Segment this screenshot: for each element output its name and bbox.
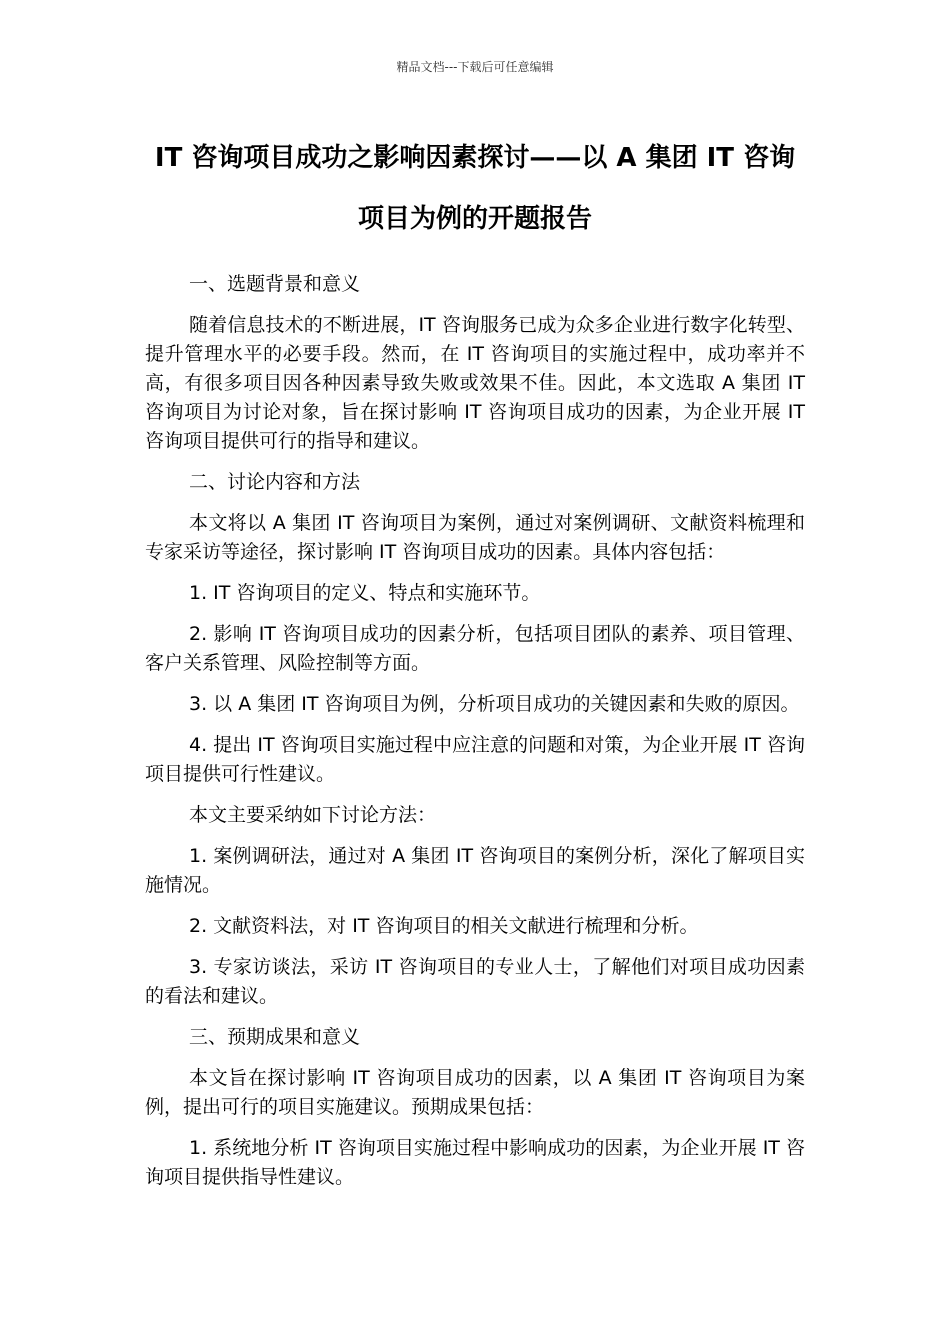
list-item-content-4: 4. 提出 IT 咨询项目实施过程中应注意的问题和对策，为企业开展 IT 咨询项目提供可行性建议。 — [145, 734, 805, 785]
paragraph-method-intro: 本文主要采纳如下讨论方法： — [189, 804, 437, 826]
document-body — [145, 270, 805, 1204]
section-heading-background: 一、选题背景和意义 — [189, 273, 361, 295]
paragraph-outcomes-intro: 本文旨在探讨影响 IT 咨询项目成功的因素，以 A 集团 IT 咨询项目为案例，提出可行的项目实施建议。预期成果包括： — [145, 1067, 805, 1118]
list-item-outcome-1: 1. 系统地分析 IT 咨询项目实施过程中影响成功的因素，为企业开展 IT 咨询项目提供指导性建议。 — [145, 1137, 805, 1188]
list-item-method-1: 1. 案例调研法，通过对 A 集团 IT 咨询项目的案例分析，深化了解项目实施情况。 — [145, 845, 805, 896]
list-item-content-3: 3. 以 A 集团 IT 咨询项目为例，分析项目成功的关键因素和失败的原因。 — [189, 693, 800, 715]
document-title: IT 咨询项目成功之影响因素探讨——以 A 集团 IT 咨询项目为例的开题报告 — [154, 143, 796, 234]
list-item-content-1: 1. IT 咨询项目的定义、特点和实施环节。 — [189, 582, 541, 604]
section-heading-outcomes: 三、预期成果和意义 — [189, 1026, 361, 1048]
list-item-method-3: 3. 专家访谈法，采访 IT 咨询项目的专业人士，了解他们对项目成功因素的看法和建议。 — [145, 956, 805, 1007]
paragraph-content-intro: 本文将以 A 集团 IT 咨询项目为案例，通过对案例调研、文献资料梳理和专家采访等途径，探讨影响 IT 咨询项目成功的因素。具体内容包括： — [145, 512, 805, 563]
section-heading-content-method: 二、讨论内容和方法 — [189, 471, 361, 493]
paragraph-background: 随着信息技术的不断进展，IT 咨询服务已成为众多企业进行数字化转型、提升管理水平的必要手段。然而，在 IT 咨询项目的实施过程中，成功率并不高，有很多项目因各种因素导致失败或效果不佳。因此，本文选取 A 集团 IT 咨询项目为讨论对象，旨在探讨影响 IT 咨询项目成功的因素，为企业开展 IT 咨询项目提供可行的指导和建议。 — [145, 314, 805, 452]
list-item-method-2: 2. 文献资料法，对 IT 咨询项目的相关文献进行梳理和分析。 — [189, 915, 699, 937]
page-header: 精品文档---下载后可任意编辑 — [396, 60, 554, 74]
list-item-content-2: 2. 影响 IT 咨询项目成功的因素分析，包括项目团队的素养、项目管理、客户关系管理、风险控制等方面。 — [145, 623, 805, 674]
